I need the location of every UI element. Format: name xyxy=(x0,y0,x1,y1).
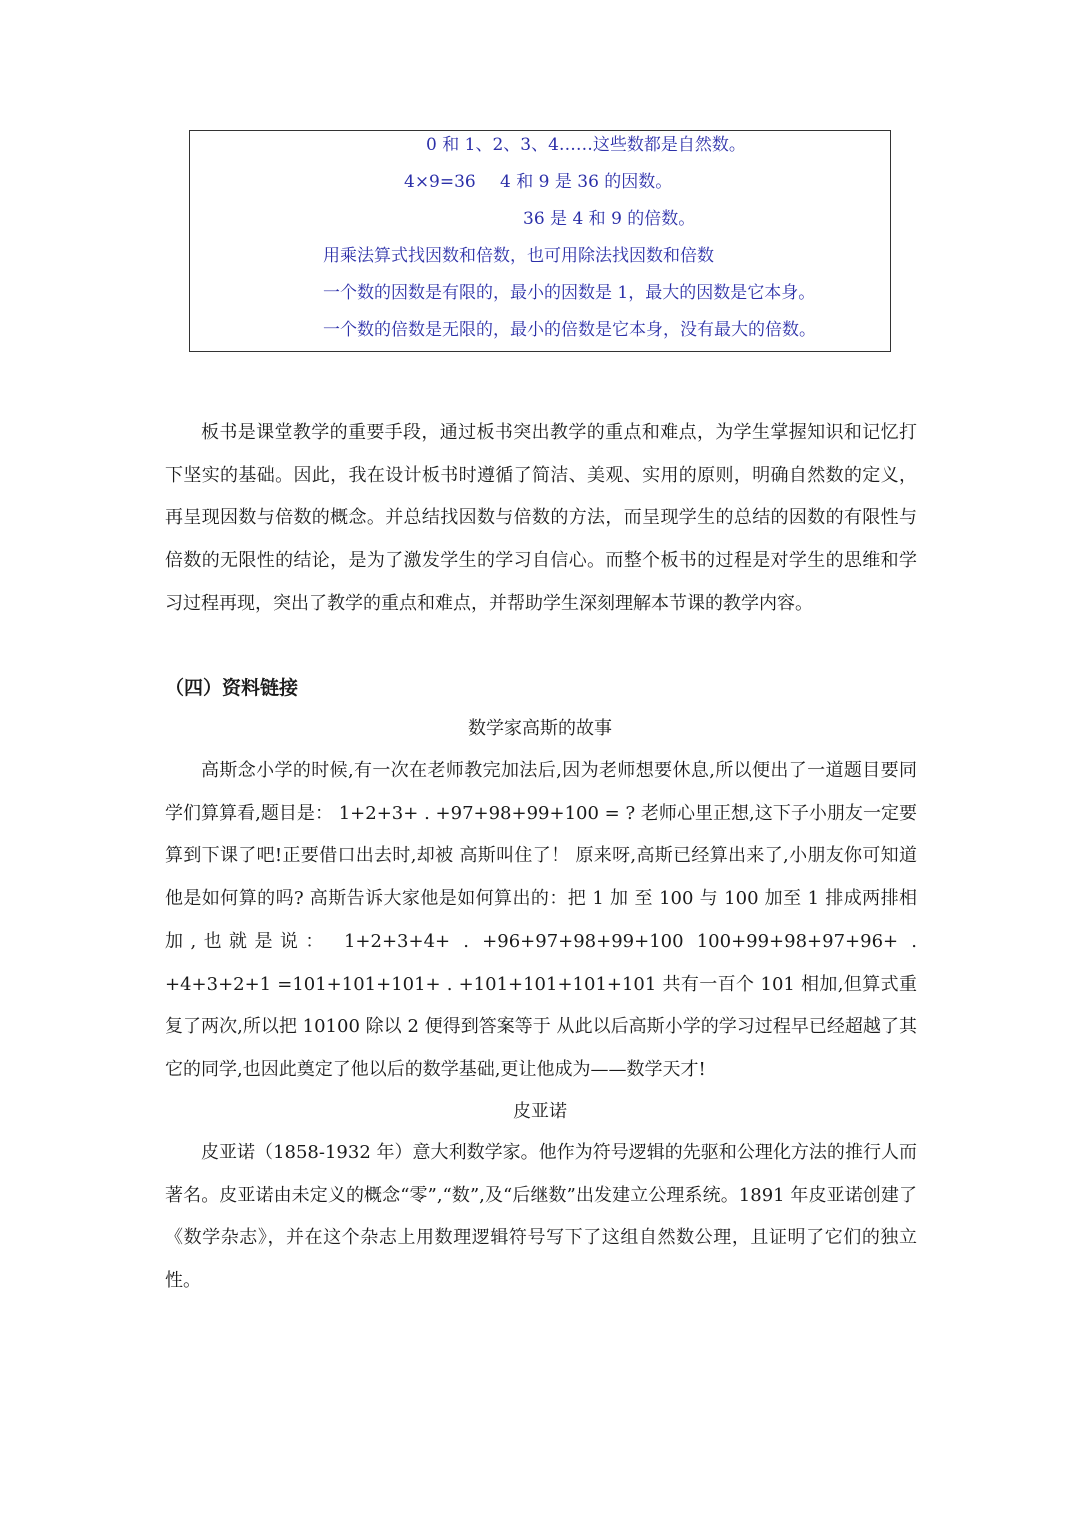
section-heading: （四）资料链接 xyxy=(165,677,299,699)
blackboard-summary-box xyxy=(189,130,891,352)
board-line-multiples: 36 是 4 和 9 的倍数。 xyxy=(523,209,696,229)
story-title-gauss: 数学家高斯的故事 xyxy=(468,718,612,739)
story-body-peano: 皮亚诺（1858-1932 年）意大利数学家。他作为符号逻辑的先驱和公理化方法的推行人而著名。皮亚诺由未定义的概念“零”,“数”,及“后继数”出发建立公理系统。1891 年皮亚诺创建了《数学杂志》，并在这个杂志上用数理逻辑符号写下了这组自然数公理，且证明了它们的独立性。 xyxy=(165,1142,917,1292)
board-line-method: 用乘法算式找因数和倍数，也可用除法找因数和倍数 xyxy=(323,246,714,266)
board-line-natural-numbers: 0 和 1、2、3、4……这些数都是自然数。 xyxy=(426,135,746,155)
board-line-equation: 4×9=36 xyxy=(404,172,476,192)
story-body-gauss: 高斯念小学的时候,有一次在老师教完加法后,因为老师想要休息,所以便出了一道题目要同学们算算看,题目是： 1+2+3+ . +97+98+99+100 = ? 老师心里正想,这下子小朋友一定要算到下课了吧!正要借口出去时,却被 高斯叫住了！ 原来呀,高斯已经算出来了,小朋友你可知道他是如何算的吗? 高斯告诉大家他是如何算出的：把 1 加 至 100 与 100 加至 1 排成两排相加,也就是说： 1+2+3+4+ . +96+97+98+99+100 100+99+98+97+96+ . +4+3+2+1 =101+101+101+ . +101+101+101+101 共有一百个 101 相加,但算式重复了两次,所以把 10100 除以 2 便得到答案等于 从此以后高斯小学的学习过程早已经超越了其它的同学,也因此奠定了他以后的数学基础,更让他成为——数学天才! xyxy=(165,760,917,1080)
board-line-factors: 4 和 9 是 36 的因数。 xyxy=(500,172,673,192)
board-design-paragraph: 板书是课堂教学的重要手段，通过板书突出教学的重点和难点，为学生掌握知识和记忆打下坚实的基础。因此，我在设计板书时遵循了简洁、美观、实用的原则，明确自然数的定义，再呈现因数与倍数的概念。并总结找因数与倍数的方法，而呈现学生的总结的因数的有限性与倍数的无限性的结论，是为了激发学生的学习自信心。而整个板书的过程是对学生的思维和学习过程再现，突出了教学的重点和难点，并帮助学生深刻理解本节课的教学内容。 xyxy=(165,422,917,614)
board-line-multiple-infinite: 一个数的倍数是无限的，最小的倍数是它本身，没有最大的倍数。 xyxy=(323,320,816,340)
board-line-factor-finite: 一个数的因数是有限的，最小的因数是 1，最大的因数是它本身。 xyxy=(323,283,816,303)
story-title-peano: 皮亚诺 xyxy=(513,1101,567,1122)
